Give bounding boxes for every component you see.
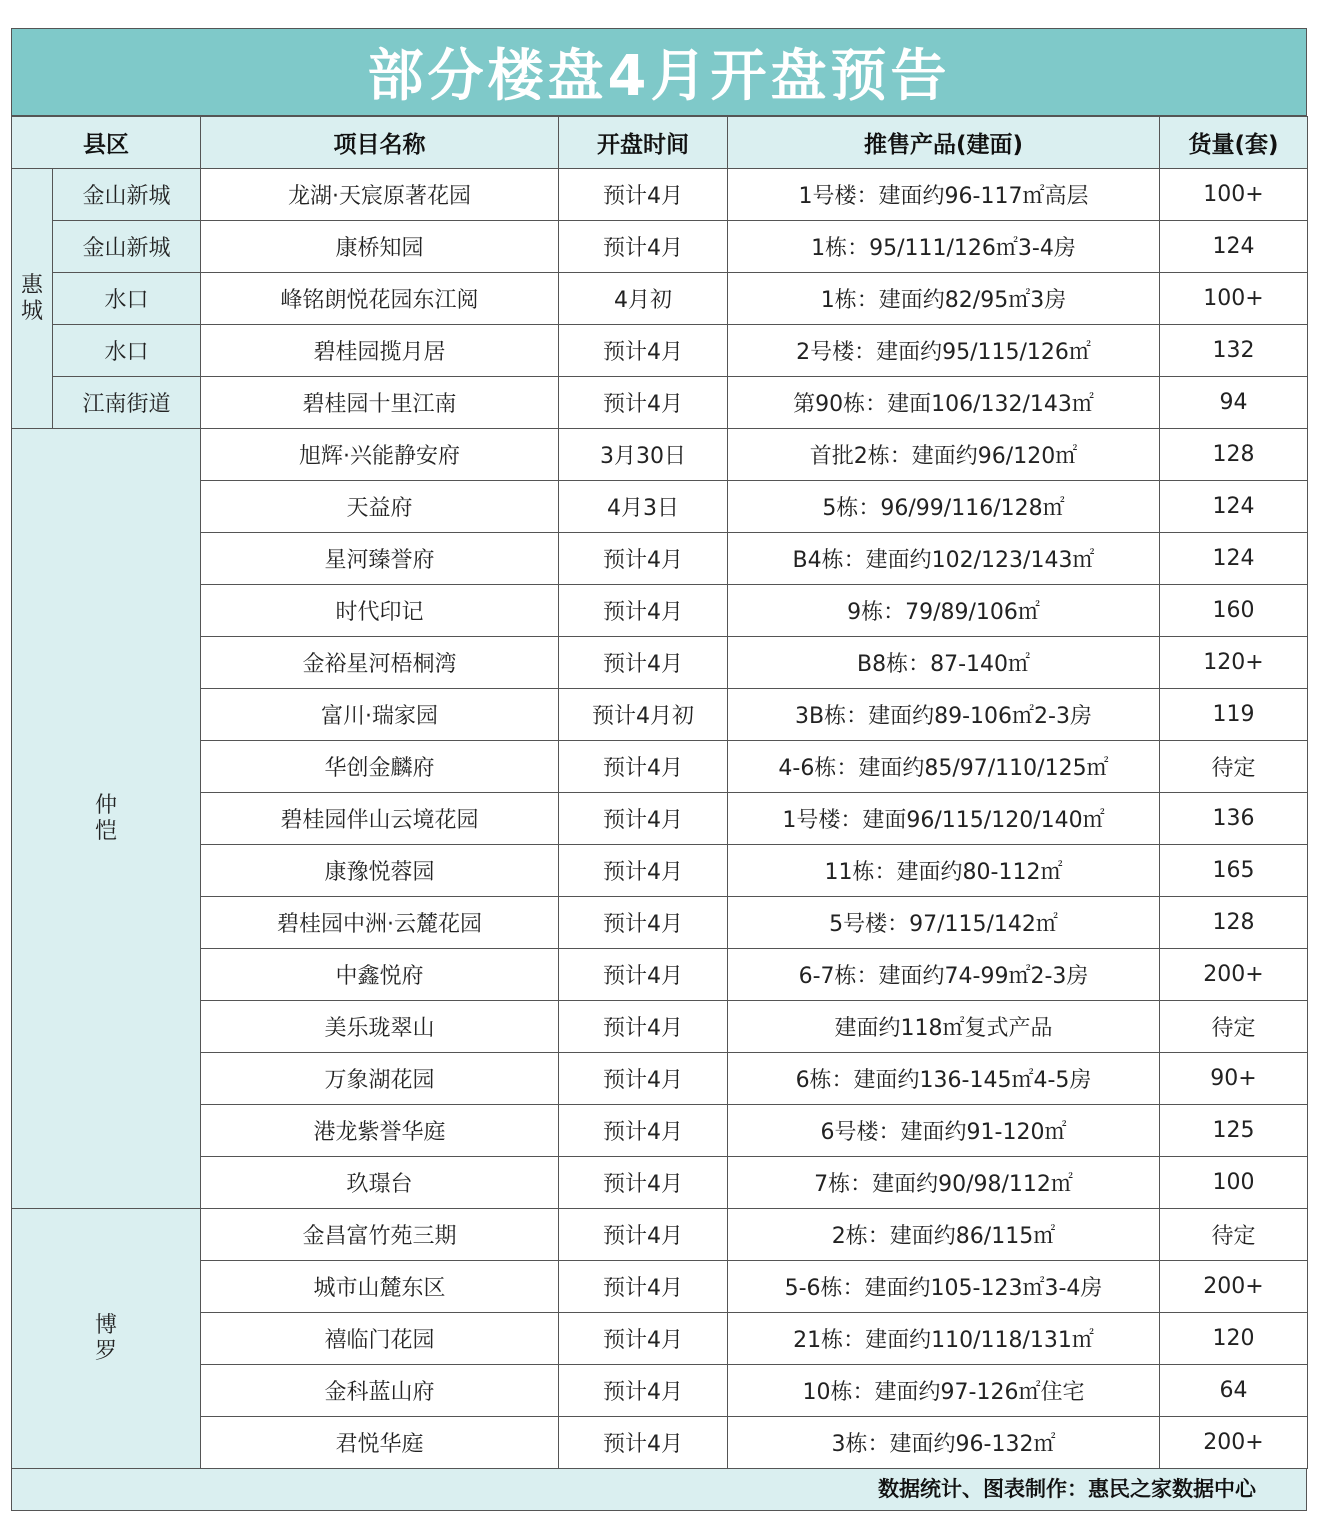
open-time-cell: 预计4月 — [559, 741, 728, 793]
table-row — [12, 1105, 1308, 1157]
open-time-cell: 4月初 — [559, 273, 728, 325]
project-name-cell: 碧桂园伴山云境花园 — [201, 793, 559, 845]
project-name-cell: 禧临门花园 — [201, 1313, 559, 1365]
table-row — [12, 221, 1308, 273]
county-cell — [12, 169, 53, 429]
product-cell: 1号楼：建面约96-117㎡高层 — [728, 169, 1160, 221]
project-name-cell: 金昌富竹苑三期 — [201, 1209, 559, 1261]
project-name-cell: 星河臻誉府 — [201, 533, 559, 585]
open-time-cell: 预计4月 — [559, 793, 728, 845]
subdistrict-cell: 水口 — [53, 325, 201, 377]
presale-table — [11, 116, 1308, 1469]
project-name-cell: 天益府 — [201, 481, 559, 533]
open-time-cell: 预计4月 — [559, 1053, 728, 1105]
quantity-cell: 132 — [1160, 325, 1308, 377]
quantity-cell: 128 — [1160, 429, 1308, 481]
project-name-cell: 碧桂园十里江南 — [201, 377, 559, 429]
quantity-cell: 待定 — [1160, 1001, 1308, 1053]
open-time-cell: 预计4月 — [559, 1365, 728, 1417]
quantity-cell: 120+ — [1160, 637, 1308, 689]
presale-table-sheet — [11, 28, 1307, 1511]
header-open-time: 开盘时间 — [559, 117, 728, 169]
open-time-cell: 预计4月 — [559, 169, 728, 221]
open-time-cell: 4月3日 — [559, 481, 728, 533]
quantity-cell: 200+ — [1160, 949, 1308, 1001]
open-time-cell: 预计4月 — [559, 1313, 728, 1365]
project-name-cell: 旭辉·兴能静安府 — [201, 429, 559, 481]
product-cell: 7栋：建面约90/98/112㎡ — [728, 1157, 1160, 1209]
table-row — [12, 1365, 1308, 1417]
subdistrict-cell: 金山新城 — [53, 169, 201, 221]
quantity-cell: 124 — [1160, 533, 1308, 585]
project-name-cell: 金科蓝山府 — [201, 1365, 559, 1417]
product-cell: 5号楼：97/115/142㎡ — [728, 897, 1160, 949]
table-row — [12, 1209, 1308, 1261]
product-cell: 2栋：建面约86/115㎡ — [728, 1209, 1160, 1261]
project-name-cell: 美乐珑翠山 — [201, 1001, 559, 1053]
product-cell: 11栋：建面约80-112㎡ — [728, 845, 1160, 897]
table-body — [12, 169, 1308, 1469]
quantity-cell: 136 — [1160, 793, 1308, 845]
product-cell: B4栋：建面约102/123/143㎡ — [728, 533, 1160, 585]
source-footer: 数据统计、图表制作：惠民之家数据中心 — [11, 1469, 1307, 1511]
product-cell: 3B栋：建面约89-106㎡2-3房 — [728, 689, 1160, 741]
quantity-cell: 94 — [1160, 377, 1308, 429]
county-label: 博罗 — [95, 1312, 118, 1364]
table-row — [12, 845, 1308, 897]
table-title: 部分楼盘4月开盘预告 — [11, 28, 1307, 116]
open-time-cell: 预计4月初 — [559, 689, 728, 741]
table-row — [12, 585, 1308, 637]
county-label: 惠城 — [21, 272, 44, 324]
open-time-cell: 预计4月 — [559, 1209, 728, 1261]
product-cell: 10栋：建面约97-126㎡住宅 — [728, 1365, 1160, 1417]
project-name-cell: 金裕星河梧桐湾 — [201, 637, 559, 689]
project-name-cell: 玖璟台 — [201, 1157, 559, 1209]
table-row — [12, 793, 1308, 845]
quantity-cell: 64 — [1160, 1365, 1308, 1417]
header-county: 县区 — [12, 117, 201, 169]
product-cell: 2号楼：建面约95/115/126㎡ — [728, 325, 1160, 377]
product-cell: 21栋：建面约110/118/131㎡ — [728, 1313, 1160, 1365]
table-row — [12, 1157, 1308, 1209]
product-cell: 6-7栋：建面约74-99㎡2-3房 — [728, 949, 1160, 1001]
product-cell: 6号楼：建面约91-120㎡ — [728, 1105, 1160, 1157]
quantity-cell: 128 — [1160, 897, 1308, 949]
header-row — [12, 117, 1308, 169]
table-row — [12, 1417, 1308, 1469]
quantity-cell: 165 — [1160, 845, 1308, 897]
table-row — [12, 689, 1308, 741]
table-row — [12, 1001, 1308, 1053]
product-cell: 第90栋：建面106/132/143㎡ — [728, 377, 1160, 429]
quantity-cell: 待定 — [1160, 741, 1308, 793]
quantity-cell: 119 — [1160, 689, 1308, 741]
open-time-cell: 预计4月 — [559, 377, 728, 429]
table-row — [12, 481, 1308, 533]
project-name-cell: 华创金麟府 — [201, 741, 559, 793]
project-name-cell: 碧桂园中洲·云麓花园 — [201, 897, 559, 949]
quantity-cell: 124 — [1160, 221, 1308, 273]
table-row — [12, 1053, 1308, 1105]
subdistrict-cell: 水口 — [53, 273, 201, 325]
county-label: 仲恺 — [95, 792, 118, 844]
product-cell: 5-6栋：建面约105-123㎡3-4房 — [728, 1261, 1160, 1313]
project-name-cell: 康桥知园 — [201, 221, 559, 273]
open-time-cell: 预计4月 — [559, 949, 728, 1001]
open-time-cell: 预计4月 — [559, 585, 728, 637]
product-cell: 5栋：96/99/116/128㎡ — [728, 481, 1160, 533]
quantity-cell: 100+ — [1160, 169, 1308, 221]
table-row — [12, 169, 1308, 221]
project-name-cell: 龙湖·天宸原著花园 — [201, 169, 559, 221]
open-time-cell: 预计4月 — [559, 1417, 728, 1469]
open-time-cell: 预计4月 — [559, 533, 728, 585]
product-cell: 4-6栋：建面约85/97/110/125㎡ — [728, 741, 1160, 793]
product-cell: 6栋：建面约136-145㎡4-5房 — [728, 1053, 1160, 1105]
project-name-cell: 碧桂园揽月居 — [201, 325, 559, 377]
quantity-cell: 120 — [1160, 1313, 1308, 1365]
product-cell: B8栋：87-140㎡ — [728, 637, 1160, 689]
project-name-cell: 中鑫悦府 — [201, 949, 559, 1001]
table-row — [12, 1313, 1308, 1365]
open-time-cell: 预计4月 — [559, 221, 728, 273]
table-row — [12, 429, 1308, 481]
open-time-cell: 预计4月 — [559, 1105, 728, 1157]
quantity-cell: 90+ — [1160, 1053, 1308, 1105]
table-row — [12, 897, 1308, 949]
project-name-cell: 富川·瑞家园 — [201, 689, 559, 741]
quantity-cell: 125 — [1160, 1105, 1308, 1157]
product-cell: 3栋：建面约96-132㎡ — [728, 1417, 1160, 1469]
project-name-cell: 君悦华庭 — [201, 1417, 559, 1469]
product-cell: 1栋：95/111/126㎡3-4房 — [728, 221, 1160, 273]
header-product: 推售产品(建面) — [728, 117, 1160, 169]
product-cell: 9栋：79/89/106㎡ — [728, 585, 1160, 637]
table-row — [12, 741, 1308, 793]
county-cell — [12, 429, 201, 1209]
table-row — [12, 325, 1308, 377]
quantity-cell: 100+ — [1160, 273, 1308, 325]
project-name-cell: 时代印记 — [201, 585, 559, 637]
project-name-cell: 峰铭朗悦花园东江阅 — [201, 273, 559, 325]
header-quantity: 货量(套) — [1160, 117, 1308, 169]
quantity-cell: 160 — [1160, 585, 1308, 637]
open-time-cell: 预计4月 — [559, 1001, 728, 1053]
project-name-cell: 康豫悦蓉园 — [201, 845, 559, 897]
header-project-name: 项目名称 — [201, 117, 559, 169]
quantity-cell: 200+ — [1160, 1417, 1308, 1469]
table-row — [12, 273, 1308, 325]
open-time-cell: 预计4月 — [559, 897, 728, 949]
quantity-cell: 待定 — [1160, 1209, 1308, 1261]
quantity-cell: 100 — [1160, 1157, 1308, 1209]
quantity-cell: 200+ — [1160, 1261, 1308, 1313]
product-cell: 1栋：建面约82/95㎡3房 — [728, 273, 1160, 325]
subdistrict-cell: 金山新城 — [53, 221, 201, 273]
product-cell: 建面约118㎡复式产品 — [728, 1001, 1160, 1053]
subdistrict-cell: 江南街道 — [53, 377, 201, 429]
table-row — [12, 1261, 1308, 1313]
product-cell: 1号楼：建面96/115/120/140㎡ — [728, 793, 1160, 845]
open-time-cell: 预计4月 — [559, 1157, 728, 1209]
open-time-cell: 预计4月 — [559, 845, 728, 897]
table-row — [12, 949, 1308, 1001]
table-row — [12, 533, 1308, 585]
open-time-cell: 预计4月 — [559, 637, 728, 689]
open-time-cell: 预计4月 — [559, 1261, 728, 1313]
table-row — [12, 377, 1308, 429]
county-cell — [12, 1209, 201, 1469]
product-cell: 首批2栋：建面约96/120㎡ — [728, 429, 1160, 481]
quantity-cell: 124 — [1160, 481, 1308, 533]
project-name-cell: 港龙紫誉华庭 — [201, 1105, 559, 1157]
open-time-cell: 预计4月 — [559, 325, 728, 377]
table-row — [12, 637, 1308, 689]
project-name-cell: 城市山麓东区 — [201, 1261, 559, 1313]
project-name-cell: 万象湖花园 — [201, 1053, 559, 1105]
open-time-cell: 3月30日 — [559, 429, 728, 481]
